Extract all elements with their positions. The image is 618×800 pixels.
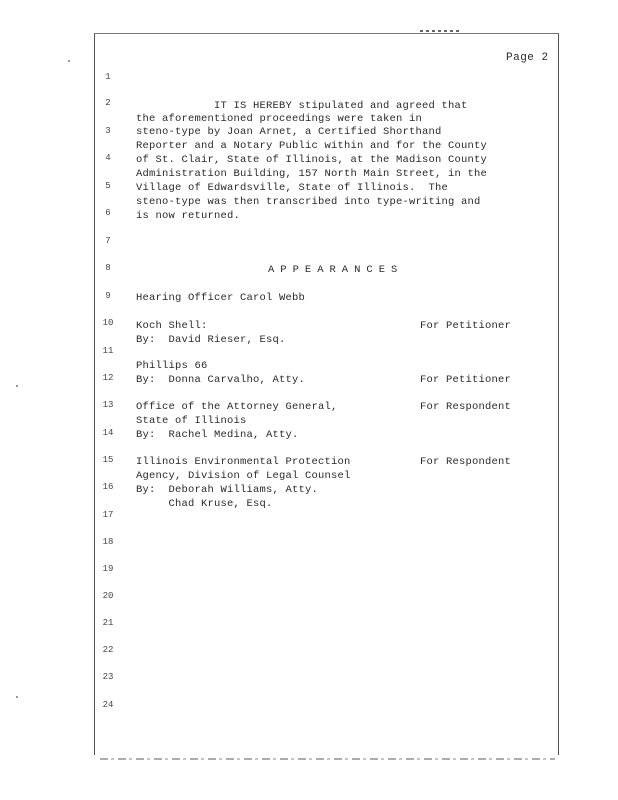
- party-attorney: By: Deborah Williams, Atty.: [136, 484, 319, 496]
- party-name-line2: Agency, Division of Legal Counsel: [136, 470, 351, 482]
- party-role: For Petitioner: [420, 374, 512, 386]
- line-number: 7: [105, 236, 111, 246]
- party-attorney-2: Chad Kruse, Esq.: [136, 498, 273, 510]
- page-number: Page 2: [506, 52, 549, 64]
- line-number: 21: [102, 618, 114, 628]
- line-number: 18: [102, 537, 114, 547]
- stipulation-line: steno-type by Joan Arnet, a Certified Shorthand: [136, 126, 442, 138]
- stipulation-line: IT IS HEREBY stipulated and agreed that: [136, 100, 468, 112]
- line-number: 6: [105, 208, 111, 218]
- line-number: 15: [102, 455, 114, 465]
- line-number: 3: [105, 126, 111, 136]
- stipulation-line: Village of Edwardsville, State of Illinois. The: [136, 182, 449, 194]
- party-attorney: By: David Rieser, Esq.: [136, 334, 286, 346]
- party-name-line2: State of Illinois: [136, 415, 247, 427]
- hearing-officer: Hearing Officer Carol Webb: [136, 292, 306, 304]
- line-number: 14: [102, 428, 114, 438]
- stipulation-line: is now returned.: [136, 210, 241, 222]
- scan-speck: [16, 696, 18, 698]
- line-number: 9: [105, 291, 111, 301]
- line-number: 19: [102, 564, 114, 574]
- party-name: Phillips 66: [136, 360, 208, 372]
- stipulation-line: of St. Clair, State of Illinois, at the Madison County: [136, 154, 488, 166]
- scan-speck: [68, 60, 70, 62]
- line-number: 8: [105, 263, 111, 273]
- party-name: Office of the Attorney General,: [136, 401, 338, 413]
- stipulation-line: Reporter and a Notary Public within and for the County: [136, 140, 488, 152]
- party-role: For Respondent: [420, 456, 512, 468]
- line-number: 16: [102, 482, 114, 492]
- stipulation-line: steno-type was then transcribed into type-writing and: [136, 196, 481, 208]
- line-number: 5: [105, 181, 111, 191]
- line-number: 12: [102, 373, 114, 383]
- party-name: Illinois Environmental Protection: [136, 456, 351, 468]
- line-number: 2: [105, 98, 111, 108]
- appearances-heading: APPEARANCES: [268, 264, 404, 276]
- line-number: 11: [102, 346, 114, 356]
- stipulation-line: Administration Building, 157 North Main Street, in the: [136, 168, 488, 180]
- party-role: For Respondent: [420, 401, 512, 413]
- line-number: 4: [105, 153, 111, 163]
- line-number: 20: [102, 591, 114, 601]
- party-attorney: By: Donna Carvalho, Atty.: [136, 374, 306, 386]
- line-number: 23: [102, 672, 114, 682]
- line-number: 1: [105, 72, 111, 82]
- scan-mark: [420, 30, 460, 32]
- bottom-scan-rule: [100, 758, 555, 760]
- line-number: 13: [102, 400, 114, 410]
- party-role: For Petitioner: [420, 320, 512, 332]
- party-attorney: By: Rachel Medina, Atty.: [136, 429, 299, 441]
- party-name: Koch Shell:: [136, 320, 208, 332]
- stipulation-line: the aforementioned proceedings were taken in: [136, 113, 423, 125]
- line-number: 17: [102, 510, 114, 520]
- line-number: 22: [102, 645, 114, 655]
- scan-speck: [16, 385, 18, 387]
- line-number: 24: [102, 700, 114, 710]
- line-number: 10: [102, 318, 114, 328]
